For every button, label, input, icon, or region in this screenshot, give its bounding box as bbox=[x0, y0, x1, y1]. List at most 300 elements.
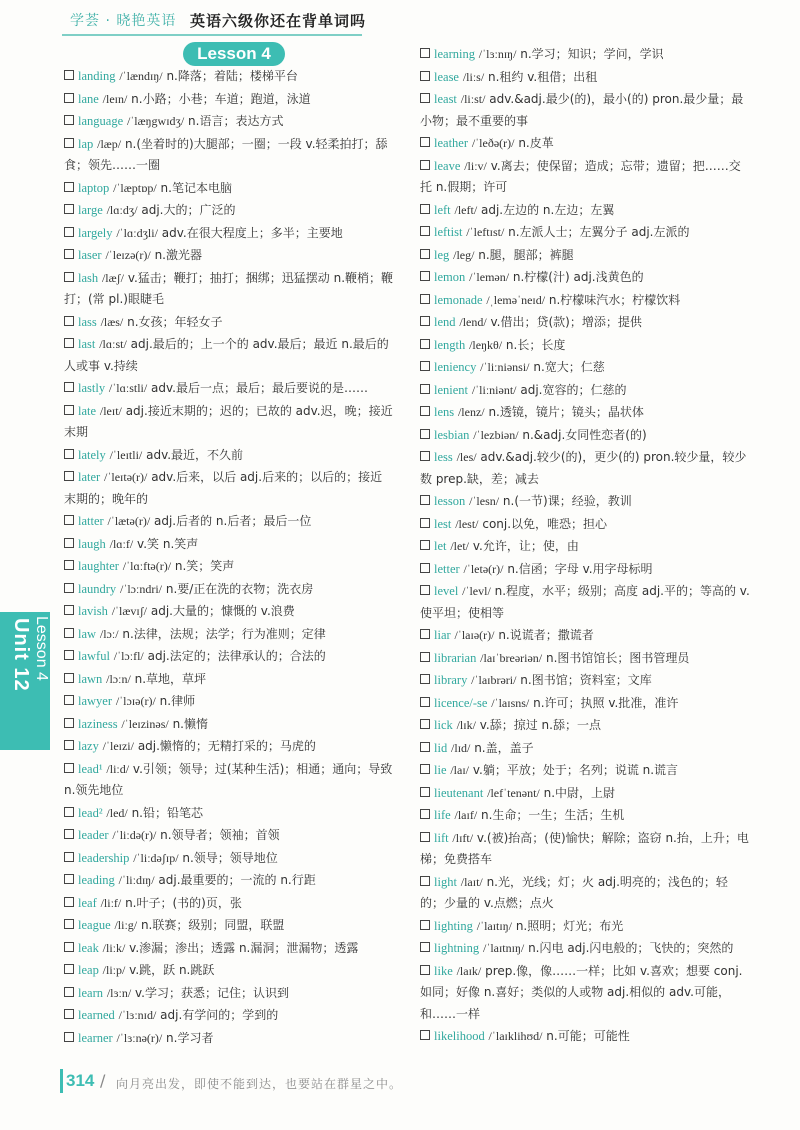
vocab-definition: adv.&adj.较少(的)，更少(的) pron.较少量，较少数 prep.缺，差；减去 bbox=[420, 450, 747, 486]
vocab-definition: adv.最近，不久前 bbox=[146, 447, 244, 462]
checkbox-icon[interactable] bbox=[420, 271, 430, 281]
vocab-entry bbox=[420, 491, 750, 513]
vocab-phonetic: /ˈlævɪʃ/ bbox=[111, 604, 148, 618]
checkbox-icon[interactable] bbox=[64, 249, 74, 259]
vocab-definition: n.程度，水平；级别；高度 adj.平的；等高的 v.使平坦；使相等 bbox=[420, 584, 750, 620]
vocab-phonetic: /ˈlɑːstli/ bbox=[108, 381, 148, 395]
vocab-phonetic: /lɔː/ bbox=[99, 626, 119, 641]
vocab-entry bbox=[64, 624, 394, 646]
vocab-phonetic: /laɪf/ bbox=[454, 808, 478, 822]
series-name: 学荟 · 晓艳英语 bbox=[70, 13, 177, 29]
vocab-phonetic: /ˈlætə(r)/ bbox=[107, 514, 151, 528]
checkbox-icon[interactable] bbox=[64, 673, 74, 683]
vocab-entry bbox=[420, 222, 750, 244]
checkbox-icon[interactable] bbox=[420, 1030, 430, 1040]
vocab-phonetic: /ˈleɪzə(r)/ bbox=[105, 248, 151, 262]
vocab-definition: n.(一节)课；经验，教训 bbox=[502, 494, 632, 508]
vocab-word: learn bbox=[78, 985, 103, 1000]
checkbox-icon[interactable] bbox=[64, 942, 74, 952]
unit-side-tab bbox=[0, 612, 50, 750]
footer-slash: / bbox=[100, 1071, 106, 1090]
vocab-definition: n.语言；表达方式 bbox=[188, 114, 284, 128]
checkbox-icon[interactable] bbox=[420, 518, 430, 528]
checkbox-icon[interactable] bbox=[420, 742, 430, 752]
vocab-phonetic: /ˈleɪtli/ bbox=[109, 447, 143, 462]
vocab-phonetic: /ˈlaɪtnɪŋ/ bbox=[482, 941, 525, 955]
checkbox-icon[interactable] bbox=[420, 697, 430, 707]
header-rule bbox=[62, 34, 362, 36]
vocab-entry bbox=[64, 556, 394, 578]
vocab-entry bbox=[64, 401, 394, 444]
checkbox-icon[interactable] bbox=[64, 515, 74, 525]
vocab-word: laziness bbox=[78, 716, 118, 731]
vocab-word: left bbox=[434, 202, 451, 217]
vocab-definition: adj.最重要的；一流的 n.行距 bbox=[158, 873, 316, 887]
vocab-definition: n.叶子；(书的)页，张 bbox=[125, 895, 242, 910]
vocab-phonetic: /liːv/ bbox=[464, 158, 487, 173]
vocab-definition: n.联赛；级别；同盟，联盟 bbox=[140, 918, 285, 932]
checkbox-icon[interactable] bbox=[64, 897, 74, 907]
vocab-definition: n.图书馆馆长；图书管理员 bbox=[545, 650, 690, 665]
vocab-definition: n.长；长度 bbox=[505, 337, 566, 352]
vocab-word: library bbox=[434, 673, 468, 687]
vocab-entry bbox=[64, 378, 394, 400]
vocab-definition: n.草地，草坪 bbox=[134, 671, 207, 686]
vocab-phonetic: /lend/ bbox=[459, 315, 487, 329]
vocab-phonetic: /liːp/ bbox=[102, 963, 126, 977]
vocab-definition: adv.后来，以后 adj.后来的；以后的；接近末期的；晚年的 bbox=[64, 470, 383, 506]
checkbox-icon[interactable] bbox=[64, 338, 74, 348]
checkbox-icon[interactable] bbox=[64, 471, 74, 481]
vocab-phonetic: /lɪd/ bbox=[451, 740, 471, 755]
lesson-badge: Lesson 4 bbox=[183, 42, 285, 66]
checkbox-icon[interactable] bbox=[64, 93, 74, 103]
vocab-phonetic: /ˈliːniənt/ bbox=[471, 382, 517, 397]
vocab-definition: n.笔记本电脑 bbox=[160, 180, 232, 195]
checkbox-icon[interactable] bbox=[64, 807, 74, 817]
vocab-entry bbox=[64, 938, 394, 960]
vocab-definition: n.信函；字母 v.用字母标明 bbox=[507, 561, 653, 576]
vocab-entry bbox=[64, 268, 394, 311]
vocab-phonetic: /ˈlɔːfl/ bbox=[113, 649, 144, 663]
vocab-word: leather bbox=[434, 136, 469, 150]
vocab-word: leadership bbox=[78, 850, 130, 865]
checkbox-icon[interactable] bbox=[420, 674, 430, 684]
vocab-phonetic: /læs/ bbox=[100, 314, 124, 329]
checkbox-icon[interactable] bbox=[64, 405, 74, 415]
checkbox-icon[interactable] bbox=[420, 160, 430, 170]
vocab-entry bbox=[420, 938, 750, 960]
checkbox-icon[interactable] bbox=[64, 560, 74, 570]
vocab-word: lemon bbox=[434, 270, 466, 284]
vocab-entry bbox=[420, 514, 750, 536]
vocab-word: leniency bbox=[434, 360, 477, 374]
vocab-word: lead¹ bbox=[78, 761, 103, 776]
vocab-word: likelihood bbox=[434, 1029, 485, 1043]
vocab-phonetic: /ˈleðə(r)/ bbox=[471, 136, 515, 150]
checkbox-icon[interactable] bbox=[420, 339, 430, 349]
checkbox-icon[interactable] bbox=[420, 540, 430, 550]
checkbox-icon[interactable] bbox=[420, 495, 430, 505]
checkbox-icon[interactable] bbox=[64, 138, 74, 148]
vocab-entry bbox=[64, 915, 394, 937]
vocab-phonetic: /ˈlæptɒp/ bbox=[113, 180, 157, 195]
checkbox-icon[interactable] bbox=[64, 583, 74, 593]
vocab-phonetic: /ˈlɑːftə(r)/ bbox=[122, 559, 172, 573]
vocab-definition: n.左派人士；左翼分子 adj.左派的 bbox=[508, 225, 690, 239]
vocab-definition: adj.最后的；上一个的 adv.最后；最近 n.最后的人或事 v.持续 bbox=[64, 337, 389, 373]
checkbox-icon[interactable] bbox=[64, 204, 74, 214]
vocab-definition: adv.&adj.最少(的)，最小(的) pron.最少量；最小物；最不重要的事 bbox=[420, 92, 744, 128]
right-column bbox=[420, 44, 750, 1049]
checkbox-icon[interactable] bbox=[420, 137, 430, 147]
vocab-phonetic: /laɪ/ bbox=[450, 763, 469, 777]
vocab-definition: n.宽大；仁慈 bbox=[533, 360, 605, 374]
checkbox-icon[interactable] bbox=[420, 204, 430, 214]
vocab-definition: n.皮革 bbox=[518, 136, 554, 150]
vocab-entry bbox=[420, 245, 750, 267]
vocab-phonetic: /les/ bbox=[456, 450, 477, 464]
vocab-entry bbox=[64, 111, 394, 133]
vocab-definition: n.柠檬(汁) adj.浅黄色的 bbox=[512, 270, 644, 284]
vocab-definition: adj.大的；广泛的 bbox=[141, 203, 236, 217]
checkbox-icon[interactable] bbox=[420, 361, 430, 371]
checkbox-icon[interactable] bbox=[420, 93, 430, 103]
checkbox-icon[interactable] bbox=[420, 226, 430, 236]
vocab-entry bbox=[420, 536, 750, 558]
vocab-entry bbox=[420, 200, 750, 222]
vocab-phonetic: /lɑːf/ bbox=[109, 536, 134, 551]
checkbox-icon[interactable] bbox=[64, 964, 74, 974]
vocab-phonetic: /lɜːn/ bbox=[106, 985, 132, 1000]
vocab-phonetic: /ˈlemən/ bbox=[469, 270, 510, 284]
vocab-definition: v.离去；使保留；造成；忘带；遗留；把……交托 n.假期；许可 bbox=[420, 158, 741, 194]
vocab-word: lenient bbox=[434, 382, 469, 397]
vocab-definition: adj.左边的 n.左边；左翼 bbox=[481, 202, 615, 217]
vocab-entry bbox=[64, 714, 394, 736]
vocab-word: level bbox=[434, 584, 459, 598]
checkbox-icon[interactable] bbox=[420, 787, 430, 797]
vocab-word: lesson bbox=[434, 494, 466, 508]
vocab-entry bbox=[420, 89, 750, 132]
checkbox-icon[interactable] bbox=[64, 763, 74, 773]
vocab-definition: n.降落；着陆；楼梯平台 bbox=[166, 69, 298, 83]
vocab-word: leak bbox=[78, 940, 99, 955]
vocab-definition: v.躺；平放；处于；名列；说谎 n.谎言 bbox=[472, 763, 679, 777]
vocab-definition: adv.在很大程度上；多半；主要地 bbox=[161, 225, 343, 240]
vocab-phonetic: /lest/ bbox=[455, 516, 479, 531]
vocab-word: laptop bbox=[78, 180, 110, 195]
vocab-entry bbox=[64, 245, 394, 267]
vocab-word: leaf bbox=[78, 895, 97, 910]
vocab-definition: v.舔；掠过 n.舔；一点 bbox=[479, 718, 601, 732]
vocab-word: late bbox=[78, 403, 97, 418]
vocab-definition: n.笑；笑声 bbox=[174, 559, 235, 573]
vocab-phonetic: /ˈleftɪst/ bbox=[466, 225, 505, 239]
vocab-definition: n.柠檬味汽水；柠檬饮料 bbox=[548, 292, 681, 307]
vocab-word: letter bbox=[434, 561, 460, 576]
vocab-word: later bbox=[78, 470, 101, 484]
checkbox-icon[interactable] bbox=[64, 182, 74, 192]
vocab-entry bbox=[420, 156, 750, 199]
vocab-phonetic: /ˈlaɪə(r)/ bbox=[454, 628, 495, 642]
vocab-definition: n.学习；知识；学问，学识 bbox=[520, 47, 664, 61]
checkbox-icon[interactable] bbox=[64, 852, 74, 862]
vocab-definition: n.领导者；领袖；首领 bbox=[160, 828, 280, 842]
vocab-definition: adv.最后一点；最后；最后要说的是…… bbox=[151, 381, 368, 395]
vocab-entry bbox=[420, 872, 750, 915]
vocab-entry bbox=[420, 425, 750, 447]
vocab-entry bbox=[420, 916, 750, 938]
vocab-definition: adj.大量的；慷慨的 v.浪费 bbox=[150, 604, 295, 618]
vocab-entry bbox=[64, 870, 394, 892]
vocab-word: learned bbox=[78, 1008, 115, 1022]
checkbox-icon[interactable] bbox=[64, 874, 74, 884]
checkbox-icon[interactable] bbox=[64, 829, 74, 839]
checkbox-icon[interactable] bbox=[420, 384, 430, 394]
vocab-word: lawyer bbox=[78, 694, 113, 708]
vocab-phonetic: /ˌleməˈneɪd/ bbox=[486, 292, 546, 307]
vocab-entry bbox=[420, 828, 750, 871]
vocab-entry bbox=[420, 312, 750, 334]
vocab-phonetic: /leɪn/ bbox=[102, 91, 128, 106]
vocab-entry bbox=[420, 961, 750, 1026]
vocab-phonetic: /ˈlaɪklihʊd/ bbox=[488, 1029, 543, 1043]
checkbox-icon[interactable] bbox=[64, 382, 74, 392]
vocab-entry bbox=[420, 44, 750, 66]
vocab-definition: n.照明；灯光；布光 bbox=[515, 918, 624, 933]
checkbox-icon[interactable] bbox=[64, 1032, 74, 1042]
vocab-phonetic: /ˈlaɪtɪŋ/ bbox=[476, 918, 512, 933]
vocab-word: lens bbox=[434, 405, 455, 419]
vocab-phonetic: /laɪt/ bbox=[460, 874, 483, 889]
footer-bar bbox=[60, 1069, 63, 1093]
checkbox-icon[interactable] bbox=[64, 227, 74, 237]
vocab-word: lightning bbox=[434, 941, 480, 955]
checkbox-icon[interactable] bbox=[420, 48, 430, 58]
vocab-word: lift bbox=[434, 830, 449, 845]
page-header bbox=[0, 0, 800, 40]
vocab-word: lesbian bbox=[434, 427, 470, 442]
vocab-definition: n.女孩；年轻女子 bbox=[127, 314, 223, 329]
vocab-word: leg bbox=[434, 247, 450, 262]
vocab-entry bbox=[64, 960, 394, 982]
checkbox-icon[interactable] bbox=[420, 876, 430, 886]
checkbox-icon[interactable] bbox=[420, 316, 430, 326]
vocab-definition: n.要/正在洗的衣物；洗衣房 bbox=[165, 581, 314, 596]
vocab-phonetic: /leg/ bbox=[453, 247, 475, 262]
vocab-phonetic: /liːk/ bbox=[102, 940, 126, 955]
checkbox-icon[interactable] bbox=[64, 650, 74, 660]
vocab-definition: adj.法定的；法律承认的；合法的 bbox=[147, 649, 326, 663]
checkbox-icon[interactable] bbox=[420, 585, 430, 595]
vocab-entry bbox=[420, 738, 750, 760]
checkbox-icon[interactable] bbox=[420, 429, 430, 439]
vocab-word: lest bbox=[434, 516, 452, 531]
checkbox-icon[interactable] bbox=[64, 115, 74, 125]
vocab-word: lead² bbox=[78, 805, 103, 820]
vocab-entry bbox=[64, 1028, 394, 1050]
vocab-entry bbox=[64, 334, 394, 377]
vocab-definition: n.懒惰 bbox=[172, 716, 208, 731]
vocab-phonetic: /ˈleɪtə(r)/ bbox=[104, 470, 148, 484]
checkbox-icon[interactable] bbox=[420, 942, 430, 952]
vocab-phonetic: /left/ bbox=[454, 202, 478, 217]
checkbox-icon[interactable] bbox=[420, 451, 430, 461]
vocab-word: lawn bbox=[78, 671, 103, 686]
vocab-word: leader bbox=[78, 828, 109, 842]
vocab-word: league bbox=[78, 918, 111, 932]
vocab-word: leftist bbox=[434, 225, 463, 239]
checkbox-icon[interactable] bbox=[420, 920, 430, 930]
vocab-word: learner bbox=[78, 1030, 113, 1045]
vocab-definition: n.律师 bbox=[159, 694, 196, 708]
vocab-entry bbox=[64, 848, 394, 870]
vocab-word: largely bbox=[78, 225, 113, 240]
vocab-phonetic: /laɪˈbreəriən/ bbox=[480, 650, 543, 665]
vocab-phonetic: /leŋkθ/ bbox=[469, 337, 503, 352]
checkbox-icon[interactable] bbox=[420, 71, 430, 81]
vocab-definition: adj.宽容的；仁慈的 bbox=[520, 382, 627, 397]
vocab-entry bbox=[64, 467, 394, 510]
vocab-definition: n.法律，法规；法学；行为准则；定律 bbox=[122, 626, 326, 641]
vocab-entry bbox=[420, 581, 750, 624]
vocab-word: like bbox=[434, 963, 453, 978]
checkbox-icon[interactable] bbox=[420, 294, 430, 304]
vocab-definition: n.&adj.女同性恋者(的) bbox=[522, 427, 647, 442]
vocab-word: lid bbox=[434, 740, 448, 755]
vocab-definition: n.光，光线；灯；火 adj.明亮的；浅色的；轻的；少量的 v.点燃；点火 bbox=[420, 874, 728, 910]
vocab-definition: adj.有学问的；学到的 bbox=[160, 1008, 279, 1022]
checkbox-icon[interactable] bbox=[420, 652, 430, 662]
vocab-phonetic: /ˈlezbiən/ bbox=[473, 427, 519, 442]
vocab-phonetic: /lefˈtenənt/ bbox=[487, 785, 540, 800]
checkbox-icon[interactable] bbox=[64, 1009, 74, 1019]
checkbox-icon[interactable] bbox=[64, 718, 74, 728]
vocab-phonetic: /ˈlændɪŋ/ bbox=[119, 69, 163, 83]
checkbox-icon[interactable] bbox=[420, 406, 430, 416]
vocab-definition: v.引领；领导；过(某种生活)；相通；通向；导致 n.领先地位 bbox=[64, 761, 393, 797]
vocab-definition: n.许可；执照 v.批准，准许 bbox=[533, 695, 679, 710]
checkbox-icon[interactable] bbox=[64, 538, 74, 548]
checkbox-icon[interactable] bbox=[64, 740, 74, 750]
checkbox-icon[interactable] bbox=[64, 919, 74, 929]
vocab-word: learning bbox=[434, 47, 475, 61]
vocab-word: licence/-se bbox=[434, 695, 488, 710]
vocab-phonetic: /lenz/ bbox=[457, 405, 485, 419]
vocab-phonetic: /let/ bbox=[450, 539, 469, 553]
vocab-entry bbox=[64, 134, 394, 177]
vocab-phonetic: /ˈlɔɪə(r)/ bbox=[115, 694, 156, 708]
vocab-phonetic: /leɪt/ bbox=[99, 403, 122, 418]
vocab-phonetic: /læʃ/ bbox=[101, 270, 124, 285]
vocab-definition: v.(被)抬高；(使)愉快；解除；盗窃 n.抬，上升；电梯；免费搭车 bbox=[420, 830, 749, 866]
unit-label: Unit 12 bbox=[10, 618, 32, 692]
vocab-word: lane bbox=[78, 91, 99, 106]
vocab-phonetic: /lɑːdʒ/ bbox=[106, 203, 138, 217]
checkbox-icon[interactable] bbox=[420, 719, 430, 729]
vocab-word: light bbox=[434, 874, 457, 889]
vocab-definition: v.借出；贷(款)；增添；提供 bbox=[490, 315, 642, 329]
vocab-phonetic: /ˈlɜːnɪd/ bbox=[118, 1008, 157, 1022]
checkbox-icon[interactable] bbox=[64, 272, 74, 282]
vocab-word: laughter bbox=[78, 559, 119, 573]
vocab-word: librarian bbox=[434, 650, 477, 665]
checkbox-icon[interactable] bbox=[64, 628, 74, 638]
vocab-definition: n.闪电 adj.闪电般的；飞快的；突然的 bbox=[528, 941, 734, 955]
vocab-word: landing bbox=[78, 69, 116, 83]
vocab-word: lash bbox=[78, 270, 99, 285]
vocab-definition: conj.以免，唯恐；担心 bbox=[482, 516, 608, 531]
checkbox-icon[interactable] bbox=[420, 629, 430, 639]
vocab-entry bbox=[420, 335, 750, 357]
checkbox-icon[interactable] bbox=[420, 832, 430, 842]
checkbox-icon[interactable] bbox=[64, 695, 74, 705]
checkbox-icon[interactable] bbox=[420, 965, 430, 975]
vocab-entry bbox=[420, 357, 750, 379]
vocab-entry bbox=[64, 1005, 394, 1027]
checkbox-icon[interactable] bbox=[420, 764, 430, 774]
vocab-entry bbox=[64, 803, 394, 825]
checkbox-icon[interactable] bbox=[64, 987, 74, 997]
vocab-entry bbox=[64, 759, 394, 802]
checkbox-icon[interactable] bbox=[64, 605, 74, 615]
vocab-phonetic: /ˈliːdəʃɪp/ bbox=[133, 850, 179, 865]
vocab-word: lighting bbox=[434, 918, 473, 933]
vocab-word: laundry bbox=[78, 581, 117, 596]
checkbox-icon[interactable] bbox=[64, 316, 74, 326]
vocab-phonetic: /lɔːn/ bbox=[106, 671, 131, 686]
checkbox-icon[interactable] bbox=[64, 449, 74, 459]
checkbox-icon[interactable] bbox=[420, 249, 430, 259]
vocab-definition: n.领导；领导地位 bbox=[182, 850, 278, 865]
vocab-phonetic: /ˈliːdɪŋ/ bbox=[118, 873, 155, 887]
vocab-entry bbox=[64, 223, 394, 245]
vocab-phonetic: /ˈlesn/ bbox=[469, 494, 500, 508]
vocab-phonetic: /ˈlaɪsns/ bbox=[491, 695, 530, 710]
vocab-definition: v.猛击；鞭打；抽打；捆绑；迅猛摆动 n.鞭梢；鞭打；(常 pl.)眼睫毛 bbox=[64, 270, 394, 306]
vocab-definition: n.说谎者；撒谎者 bbox=[498, 628, 594, 642]
vocab-entry bbox=[420, 267, 750, 289]
vocab-phonetic: /lɪk/ bbox=[456, 718, 476, 732]
vocab-word: lazy bbox=[78, 739, 99, 753]
checkbox-icon[interactable] bbox=[420, 809, 430, 819]
vocab-entry bbox=[64, 736, 394, 758]
vocab-phonetic: /ˈliːniənsi/ bbox=[480, 360, 530, 374]
vocab-definition: n.中尉，上尉 bbox=[543, 785, 616, 800]
vocab-word: life bbox=[434, 808, 451, 822]
vocab-entry bbox=[64, 983, 394, 1005]
vocab-entry bbox=[420, 380, 750, 402]
vocab-phonetic: /læp/ bbox=[97, 136, 122, 151]
vocab-entry bbox=[64, 669, 394, 691]
vocab-entry bbox=[64, 89, 394, 111]
vocab-definition: n.激光器 bbox=[154, 248, 202, 262]
vocab-phonetic: /liːf/ bbox=[100, 895, 122, 910]
vocab-word: large bbox=[78, 203, 103, 217]
checkbox-icon[interactable] bbox=[420, 563, 430, 573]
vocab-word: leap bbox=[78, 963, 99, 977]
vocab-entry bbox=[64, 66, 394, 88]
vocab-word: liar bbox=[434, 628, 451, 642]
checkbox-icon[interactable] bbox=[64, 70, 74, 80]
vocab-entry bbox=[420, 447, 750, 490]
vocab-word: leading bbox=[78, 873, 115, 887]
vocab-entry bbox=[420, 402, 750, 424]
vocab-entry bbox=[420, 805, 750, 827]
vocab-entry bbox=[420, 760, 750, 782]
vocab-definition: n.腿，腿部；裤腿 bbox=[478, 247, 574, 262]
